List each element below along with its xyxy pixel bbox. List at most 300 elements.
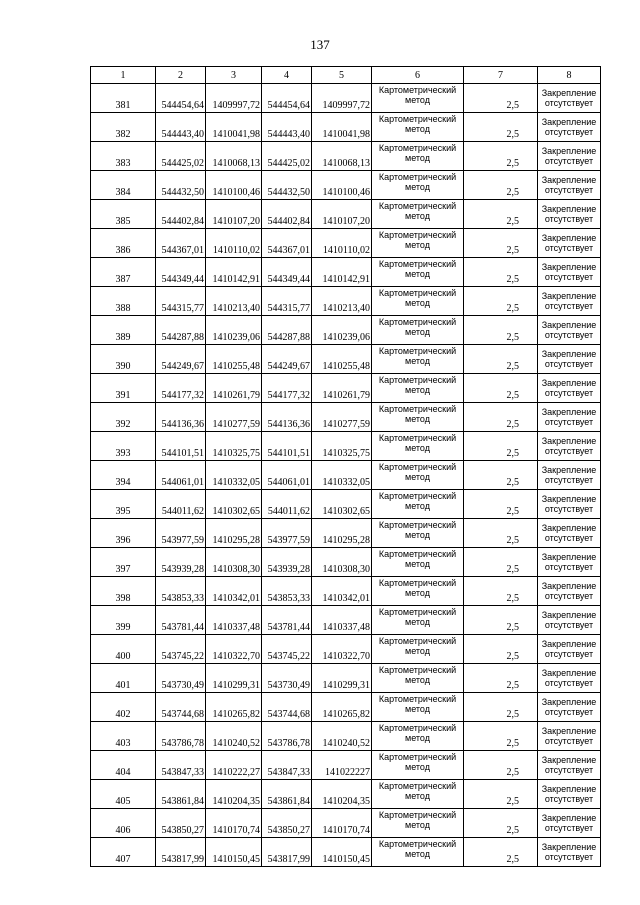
method-line: Картометрический — [378, 839, 457, 849]
point-number-cell: 398 — [91, 577, 156, 606]
fixation-line: Закрепление — [541, 116, 597, 127]
y-coordinate-cell: 1410110,02 — [312, 229, 372, 258]
x-coordinate-cell: 543861,84 — [156, 780, 206, 809]
accuracy-cell: 2,5 — [464, 548, 538, 577]
y-coordinate-cell: 1410277,59 — [206, 403, 262, 432]
fixation-line: Закрепление — [541, 638, 597, 649]
y-coordinate-cell: 1410277,59 — [312, 403, 372, 432]
method-line: Картометрический — [378, 578, 457, 588]
method-line: метод — [405, 95, 430, 105]
table-row — [91, 490, 601, 519]
method-cell — [372, 780, 464, 809]
y-coordinate-cell: 1410332,05 — [206, 461, 262, 490]
fixation-cell — [538, 258, 601, 287]
method-line: Картометрический — [378, 288, 457, 298]
x-coordinate-cell: 544249,67 — [262, 345, 312, 374]
table-row — [91, 142, 601, 171]
point-number-cell: 383 — [91, 142, 156, 171]
column-header: 5 — [312, 67, 372, 84]
y-coordinate-cell: 1410204,35 — [312, 780, 372, 809]
fixation-line: Закрепление — [541, 551, 597, 562]
x-coordinate-cell: 543847,33 — [262, 751, 312, 780]
y-coordinate-cell: 1410107,20 — [206, 200, 262, 229]
y-coordinate-cell: 1410041,98 — [206, 113, 262, 142]
fixation-line: Закрепление — [541, 580, 597, 591]
method-line: Картометрический — [378, 723, 457, 733]
y-coordinate-cell: 1410308,30 — [206, 548, 262, 577]
accuracy-cell: 2,5 — [464, 809, 538, 838]
x-coordinate-cell: 543781,44 — [156, 606, 206, 635]
method-line: Картометрический — [378, 491, 457, 501]
fixation-line: Закрепление — [541, 754, 597, 765]
method-line: метод — [405, 704, 430, 714]
fixation-line: отсутствует — [544, 416, 594, 427]
y-coordinate-cell: 1410299,31 — [312, 664, 372, 693]
table-row — [91, 809, 601, 838]
table-row — [91, 432, 601, 461]
method-line: Картометрический — [378, 85, 457, 95]
x-coordinate-cell: 544315,77 — [156, 287, 206, 316]
method-cell — [372, 809, 464, 838]
point-number-cell: 384 — [91, 171, 156, 200]
accuracy-cell: 2,5 — [464, 606, 538, 635]
accuracy-cell: 2,5 — [464, 258, 538, 287]
column-header: 4 — [262, 67, 312, 84]
table-row — [91, 461, 601, 490]
fixation-line: Закрепление — [541, 783, 597, 794]
point-number-cell: 391 — [91, 374, 156, 403]
fixation-line: Закрепление — [541, 261, 597, 272]
fixation-cell — [538, 780, 601, 809]
y-coordinate-cell: 1410150,45 — [206, 838, 262, 867]
fixation-cell — [538, 693, 601, 722]
x-coordinate-cell: 544432,50 — [262, 171, 312, 200]
accuracy-cell: 2,5 — [464, 838, 538, 867]
x-coordinate-cell: 543781,44 — [262, 606, 312, 635]
point-number-cell: 401 — [91, 664, 156, 693]
fixation-cell — [538, 316, 601, 345]
x-coordinate-cell: 543786,78 — [156, 722, 206, 751]
x-coordinate-cell: 544432,50 — [156, 171, 206, 200]
x-coordinate-cell: 544349,44 — [156, 258, 206, 287]
x-coordinate-cell: 543745,22 — [156, 635, 206, 664]
x-coordinate-cell: 544425,02 — [262, 142, 312, 171]
y-coordinate-cell: 1410239,06 — [206, 316, 262, 345]
y-coordinate-cell: 1410170,74 — [312, 809, 372, 838]
x-coordinate-cell: 543977,59 — [262, 519, 312, 548]
point-number-cell: 407 — [91, 838, 156, 867]
accuracy-cell: 2,5 — [464, 577, 538, 606]
y-coordinate-cell: 1410265,82 — [312, 693, 372, 722]
fixation-cell — [538, 345, 601, 374]
method-cell — [372, 664, 464, 693]
y-coordinate-cell: 1410342,01 — [206, 577, 262, 606]
fixation-line: отсутствует — [544, 300, 594, 311]
method-cell — [372, 403, 464, 432]
fixation-cell — [538, 490, 601, 519]
x-coordinate-cell: 544454,64 — [156, 84, 206, 113]
x-coordinate-cell: 543977,59 — [156, 519, 206, 548]
fixation-line: отсутствует — [544, 822, 594, 833]
point-number-cell: 381 — [91, 84, 156, 113]
x-coordinate-cell: 543786,78 — [262, 722, 312, 751]
method-line: метод — [405, 240, 430, 250]
fixation-line: Закрепление — [541, 522, 597, 533]
table-row — [91, 606, 601, 635]
method-cell — [372, 200, 464, 229]
y-coordinate-cell: 1410107,20 — [312, 200, 372, 229]
y-coordinate-cell: 1410068,13 — [206, 142, 262, 171]
x-coordinate-cell: 544011,62 — [262, 490, 312, 519]
x-coordinate-cell: 543730,49 — [262, 664, 312, 693]
y-coordinate-cell: 1410150,45 — [312, 838, 372, 867]
method-line: Картометрический — [378, 520, 457, 530]
method-cell — [372, 345, 464, 374]
y-coordinate-cell: 1410342,01 — [312, 577, 372, 606]
table-row — [91, 635, 601, 664]
point-number-cell: 404 — [91, 751, 156, 780]
method-line: Картометрический — [378, 607, 457, 617]
x-coordinate-cell: 544367,01 — [262, 229, 312, 258]
table-row — [91, 316, 601, 345]
method-line: Картометрический — [378, 201, 457, 211]
method-line: метод — [405, 153, 430, 163]
x-coordinate-cell: 543730,49 — [156, 664, 206, 693]
method-cell — [372, 316, 464, 345]
table-body — [91, 84, 601, 867]
x-coordinate-cell: 544101,51 — [156, 432, 206, 461]
accuracy-cell: 2,5 — [464, 374, 538, 403]
method-cell — [372, 229, 464, 258]
method-line: Картометрический — [378, 433, 457, 443]
fixation-line: Закрепление — [541, 145, 597, 156]
page-number: 137 — [310, 37, 330, 52]
method-line: Картометрический — [378, 462, 457, 472]
accuracy-cell: 2,5 — [464, 113, 538, 142]
fixation-line: Закрепление — [541, 812, 597, 823]
table-row — [91, 258, 601, 287]
fixation-line: Закрепление — [541, 493, 597, 504]
method-cell — [372, 519, 464, 548]
fixation-line: Закрепление — [541, 725, 597, 736]
column-header: 1 — [91, 67, 156, 84]
method-line: Картометрический — [378, 346, 457, 356]
point-number-cell: 397 — [91, 548, 156, 577]
fixation-line: Закрепление — [541, 841, 597, 852]
y-coordinate-cell: 1410213,40 — [312, 287, 372, 316]
y-coordinate-cell: 1410295,28 — [206, 519, 262, 548]
method-line: метод — [405, 298, 430, 308]
fixation-line: отсутствует — [544, 97, 594, 108]
point-number-cell: 389 — [91, 316, 156, 345]
fixation-cell — [538, 374, 601, 403]
method-cell — [372, 142, 464, 171]
point-number-cell: 394 — [91, 461, 156, 490]
point-number-cell: 393 — [91, 432, 156, 461]
fixation-line: отсутствует — [544, 590, 594, 601]
fixation-cell — [538, 403, 601, 432]
point-number-cell: 386 — [91, 229, 156, 258]
method-line: метод — [405, 820, 430, 830]
fixation-line: отсутствует — [544, 648, 594, 659]
method-cell — [372, 84, 464, 113]
table-row — [91, 519, 601, 548]
fixation-cell — [538, 577, 601, 606]
fixation-line: Закрепление — [541, 319, 597, 330]
fixation-line: отсутствует — [544, 619, 594, 630]
accuracy-cell: 2,5 — [464, 403, 538, 432]
y-coordinate-cell: 1410068,13 — [312, 142, 372, 171]
point-number-cell: 402 — [91, 693, 156, 722]
x-coordinate-cell: 543744,68 — [156, 693, 206, 722]
x-coordinate-cell: 543853,33 — [156, 577, 206, 606]
method-line: Картометрический — [378, 781, 457, 791]
method-line: метод — [405, 559, 430, 569]
y-coordinate-cell: 1410255,48 — [312, 345, 372, 374]
method-cell — [372, 635, 464, 664]
point-number-cell: 390 — [91, 345, 156, 374]
y-coordinate-cell: 1410302,65 — [312, 490, 372, 519]
method-line: метод — [405, 443, 430, 453]
method-cell — [372, 606, 464, 635]
fixation-line: Закрепление — [541, 203, 597, 214]
method-line: метод — [405, 211, 430, 221]
method-line: метод — [405, 356, 430, 366]
x-coordinate-cell: 543853,33 — [262, 577, 312, 606]
x-coordinate-cell: 543745,22 — [262, 635, 312, 664]
x-coordinate-cell: 543744,68 — [262, 693, 312, 722]
fixation-line: Закрепление — [541, 406, 597, 417]
method-cell — [372, 113, 464, 142]
fixation-line: отсутствует — [544, 213, 594, 224]
column-header: 7 — [464, 67, 538, 84]
method-line: метод — [405, 791, 430, 801]
y-coordinate-cell: 1410142,91 — [312, 258, 372, 287]
accuracy-cell: 2,5 — [464, 432, 538, 461]
y-coordinate-cell: 1410142,91 — [206, 258, 262, 287]
accuracy-cell: 2,5 — [464, 171, 538, 200]
y-coordinate-cell: 1410322,70 — [206, 635, 262, 664]
method-cell — [372, 461, 464, 490]
y-coordinate-cell: 1409997,72 — [312, 84, 372, 113]
method-line: Картометрический — [378, 259, 457, 269]
fixation-cell — [538, 113, 601, 142]
fixation-cell — [538, 809, 601, 838]
y-coordinate-cell: 1410337,48 — [206, 606, 262, 635]
accuracy-cell: 2,5 — [464, 780, 538, 809]
x-coordinate-cell: 544443,40 — [262, 113, 312, 142]
fixation-line: отсутствует — [544, 242, 594, 253]
method-line: метод — [405, 646, 430, 656]
y-coordinate-cell: 1410332,05 — [312, 461, 372, 490]
x-coordinate-cell: 544367,01 — [156, 229, 206, 258]
fixation-line: отсутствует — [544, 329, 594, 340]
table-row — [91, 171, 601, 200]
fixation-line: отсутствует — [544, 358, 594, 369]
fixation-line: отсутствует — [544, 126, 594, 137]
accuracy-cell: 2,5 — [464, 664, 538, 693]
fixation-line: отсутствует — [544, 387, 594, 398]
table-row — [91, 374, 601, 403]
point-number-cell: 382 — [91, 113, 156, 142]
x-coordinate-cell: 544402,84 — [262, 200, 312, 229]
method-cell — [372, 258, 464, 287]
x-coordinate-cell: 544315,77 — [262, 287, 312, 316]
method-line: метод — [405, 675, 430, 685]
table-row — [91, 84, 601, 113]
fixation-line: Закрепление — [541, 435, 597, 446]
x-coordinate-cell: 544177,32 — [262, 374, 312, 403]
table-row — [91, 113, 601, 142]
fixation-line: отсутствует — [544, 503, 594, 514]
accuracy-cell: 2,5 — [464, 722, 538, 751]
fixation-line: Закрепление — [541, 377, 597, 388]
point-number-cell: 388 — [91, 287, 156, 316]
fixation-line: отсутствует — [544, 735, 594, 746]
point-number-cell: 392 — [91, 403, 156, 432]
fixation-cell — [538, 606, 601, 635]
point-number-cell: 403 — [91, 722, 156, 751]
x-coordinate-cell: 544287,88 — [156, 316, 206, 345]
method-line: Картометрический — [378, 317, 457, 327]
fixation-line: отсутствует — [544, 764, 594, 775]
point-number-cell: 406 — [91, 809, 156, 838]
method-line: метод — [405, 472, 430, 482]
fixation-line: отсутствует — [544, 155, 594, 166]
fixation-cell — [538, 461, 601, 490]
x-coordinate-cell: 544425,02 — [156, 142, 206, 171]
x-coordinate-cell: 544402,84 — [156, 200, 206, 229]
point-number-cell: 405 — [91, 780, 156, 809]
x-coordinate-cell: 543861,84 — [262, 780, 312, 809]
column-header: 2 — [156, 67, 206, 84]
table-row — [91, 548, 601, 577]
y-coordinate-cell: 1409997,72 — [206, 84, 262, 113]
method-line: Картометрический — [378, 114, 457, 124]
fixation-cell — [538, 142, 601, 171]
y-coordinate-cell: 1410299,31 — [206, 664, 262, 693]
fixation-line: Закрепление — [541, 464, 597, 475]
fixation-line: отсутствует — [544, 561, 594, 572]
y-coordinate-cell: 1410204,35 — [206, 780, 262, 809]
y-coordinate-cell: 1410041,98 — [312, 113, 372, 142]
method-line: метод — [405, 762, 430, 772]
fixation-line: отсутствует — [544, 474, 594, 485]
y-coordinate-cell: 1410255,48 — [206, 345, 262, 374]
x-coordinate-cell: 544136,36 — [262, 403, 312, 432]
accuracy-cell: 2,5 — [464, 635, 538, 664]
fixation-cell — [538, 519, 601, 548]
column-header: 8 — [538, 67, 601, 84]
method-cell — [372, 374, 464, 403]
header-row — [91, 67, 601, 84]
fixation-line: Закрепление — [541, 290, 597, 301]
accuracy-cell: 2,5 — [464, 519, 538, 548]
fixation-cell — [538, 664, 601, 693]
x-coordinate-cell: 543817,99 — [156, 838, 206, 867]
method-cell — [372, 577, 464, 606]
table-row — [91, 577, 601, 606]
x-coordinate-cell: 543939,28 — [262, 548, 312, 577]
fixation-line: отсутствует — [544, 184, 594, 195]
y-coordinate-cell: 1410261,79 — [312, 374, 372, 403]
fixation-line: отсутствует — [544, 271, 594, 282]
x-coordinate-cell: 543847,33 — [156, 751, 206, 780]
x-coordinate-cell: 544061,01 — [156, 461, 206, 490]
accuracy-cell: 2,5 — [464, 200, 538, 229]
table-row — [91, 345, 601, 374]
fixation-cell — [538, 84, 601, 113]
accuracy-cell: 2,5 — [464, 316, 538, 345]
method-line: метод — [405, 269, 430, 279]
accuracy-cell: 2,5 — [464, 461, 538, 490]
fixation-cell — [538, 722, 601, 751]
fixation-cell — [538, 751, 601, 780]
x-coordinate-cell: 544287,88 — [262, 316, 312, 345]
accuracy-cell: 2,5 — [464, 84, 538, 113]
fixation-line: Закрепление — [541, 667, 597, 678]
method-cell — [372, 287, 464, 316]
table-row — [91, 287, 601, 316]
method-line: метод — [405, 530, 430, 540]
accuracy-cell: 2,5 — [464, 229, 538, 258]
x-coordinate-cell: 543939,28 — [156, 548, 206, 577]
fixation-line: Закрепление — [541, 87, 597, 98]
table-row — [91, 838, 601, 867]
x-coordinate-cell: 543817,99 — [262, 838, 312, 867]
point-number-cell: 395 — [91, 490, 156, 519]
method-line: метод — [405, 182, 430, 192]
method-line: Картометрический — [378, 665, 457, 675]
table-row — [91, 722, 601, 751]
y-coordinate-cell: 1410110,02 — [206, 229, 262, 258]
method-line: Картометрический — [378, 636, 457, 646]
x-coordinate-cell: 544101,51 — [262, 432, 312, 461]
fixation-line: Закрепление — [541, 696, 597, 707]
method-cell — [372, 432, 464, 461]
y-coordinate-cell: 1410239,06 — [312, 316, 372, 345]
y-coordinate-cell: 1410213,40 — [206, 287, 262, 316]
fixation-cell — [538, 229, 601, 258]
y-coordinate-cell: 1410261,79 — [206, 374, 262, 403]
y-coordinate-cell: 1410100,46 — [206, 171, 262, 200]
fixation-cell — [538, 287, 601, 316]
method-line: Картометрический — [378, 143, 457, 153]
table-row — [91, 751, 601, 780]
y-coordinate-cell: 1410265,82 — [206, 693, 262, 722]
x-coordinate-cell: 543850,27 — [262, 809, 312, 838]
method-cell — [372, 548, 464, 577]
fixation-cell — [538, 432, 601, 461]
x-coordinate-cell: 543850,27 — [156, 809, 206, 838]
method-line: метод — [405, 588, 430, 598]
method-line: метод — [405, 327, 430, 337]
fixation-line: Закрепление — [541, 232, 597, 243]
coordinates-table — [90, 66, 601, 867]
y-coordinate-cell: 1410322,70 — [312, 635, 372, 664]
point-number-cell: 387 — [91, 258, 156, 287]
y-coordinate-cell: 1410308,30 — [312, 548, 372, 577]
y-coordinate-cell: 141022227 — [312, 751, 372, 780]
fixation-line: отсутствует — [544, 677, 594, 688]
y-coordinate-cell: 1410325,75 — [206, 432, 262, 461]
accuracy-cell: 2,5 — [464, 345, 538, 374]
accuracy-cell: 2,5 — [464, 751, 538, 780]
table-row — [91, 693, 601, 722]
accuracy-cell: 2,5 — [464, 142, 538, 171]
fixation-line: Закрепление — [541, 609, 597, 620]
method-cell — [372, 693, 464, 722]
